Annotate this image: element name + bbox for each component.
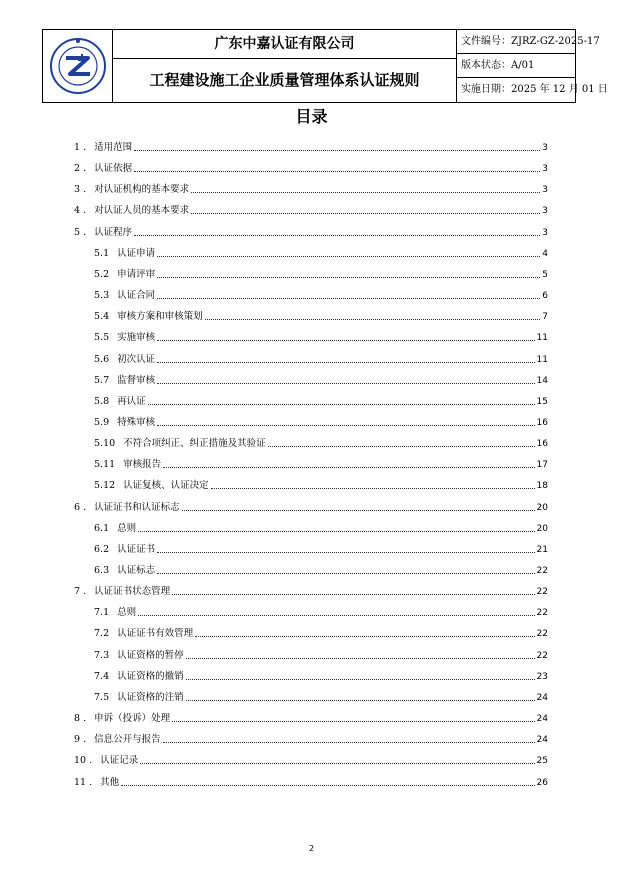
toc-entry-title: 对认证人员的基本要求 (94, 205, 190, 217)
toc-entry-number: 3 . (74, 184, 87, 196)
toc-entry-page: 22 (536, 650, 548, 661)
toc-entry-title: 认证复核、认证决定 (123, 480, 209, 492)
toc-entry-title: 其他 (100, 776, 120, 788)
toc-entry[interactable] (94, 267, 548, 281)
toc-entry-page: 3 (542, 143, 548, 153)
toc-entry[interactable] (94, 394, 548, 408)
toc-entry[interactable] (94, 542, 548, 556)
toc-entry[interactable] (74, 182, 548, 196)
toc-entry[interactable] (74, 775, 548, 789)
toc-entry-number: 5.10 (94, 438, 116, 450)
toc-dot-leader (195, 635, 534, 637)
toc-entry-page: 15 (536, 396, 548, 407)
toc-entry[interactable] (94, 648, 548, 662)
toc-entry-title: 信息公开与报告 (94, 734, 161, 746)
toc-dot-leader (157, 297, 540, 299)
toc-dot-leader (172, 720, 534, 722)
toc-entry-number: 5.5 (94, 332, 110, 344)
toc-dot-leader (157, 276, 540, 278)
toc-entry-title: 认证证书和认证标志 (94, 501, 180, 513)
toc-entry-number: 7.2 (94, 628, 110, 640)
toc-entry[interactable] (94, 457, 548, 471)
toc-entry[interactable] (74, 203, 548, 217)
toc-entry-title: 认证依据 (94, 163, 133, 175)
toc-entry-title: 申请评审 (117, 268, 156, 280)
toc-entry-page: 21 (536, 544, 548, 555)
toc-entry[interactable] (74, 140, 548, 154)
toc-entry[interactable] (74, 584, 548, 598)
toc-entry[interactable] (94, 626, 548, 640)
toc-entry-number: 6.1 (94, 522, 110, 534)
toc-entry-title: 认证资格的注销 (117, 691, 184, 703)
toc-entry-page: 3 (542, 185, 548, 196)
toc-entry-number: 5.11 (94, 459, 116, 471)
toc-entry-number: 7.4 (94, 670, 110, 682)
toc-entry-number: 7.3 (94, 649, 110, 661)
toc-entry-title: 审核方案和审核策划 (117, 311, 203, 323)
toc-entry-title: 认证申请 (117, 247, 156, 259)
toc-entry-number: 6 . (74, 501, 87, 513)
toc-entry-page: 7 (542, 312, 548, 323)
version-status: 版本状态：A/01 (457, 54, 575, 78)
toc-dot-leader (121, 784, 534, 786)
logo-cell (43, 30, 113, 102)
toc-dot-leader (211, 487, 535, 489)
toc-entry[interactable] (94, 352, 548, 366)
toc-entry-title: 适用范围 (94, 142, 133, 153)
toc-entry-title: 认证证书 (117, 543, 156, 555)
toc-entry-number: 2 . (74, 163, 87, 175)
toc-dot-leader (191, 212, 540, 214)
toc-entry-number: 5.12 (94, 480, 116, 492)
document-number: 文件编号：ZJRZ-GZ-2025-17 (457, 30, 575, 54)
toc-entry-page: 6 (542, 291, 548, 302)
effective-date: 实施日期：2025 年 12 月 01 日 (461, 84, 608, 95)
toc-entry-number: 4 . (74, 205, 87, 217)
company-seal-logo-icon (48, 36, 108, 96)
toc-entry-page: 16 (536, 439, 548, 450)
toc-dot-leader (157, 424, 534, 426)
toc-dot-leader (138, 614, 534, 616)
toc-entry-title: 总则 (117, 522, 137, 534)
toc-entry[interactable] (94, 288, 548, 302)
toc-dot-leader (186, 657, 535, 659)
toc-entry-page: 24 (536, 692, 548, 703)
toc-entry-page: 14 (536, 375, 548, 386)
toc-dot-leader (140, 762, 534, 764)
toc-entry-page: 24 (536, 735, 548, 746)
toc-entry-page: 20 (536, 502, 548, 513)
toc-entry-page: 17 (536, 460, 548, 471)
toc-dot-leader (186, 678, 535, 680)
toc-entry[interactable] (94, 373, 548, 387)
toc-entry-number: 9 . (74, 734, 87, 746)
toc-entry[interactable] (94, 669, 548, 683)
toc-entry[interactable] (74, 225, 548, 239)
toc-dot-leader (138, 530, 534, 532)
toc-entry-page: 25 (536, 756, 548, 767)
toc-entry-page: 20 (536, 523, 548, 534)
toc-entry-page: 3 (542, 227, 548, 238)
toc-entry-number: 5.4 (94, 311, 110, 323)
toc-entry-title: 认证证书状态管理 (94, 586, 171, 598)
toc-entry[interactable] (94, 478, 548, 492)
toc-entry-page: 4 (542, 248, 548, 259)
toc-dot-leader (134, 149, 540, 151)
toc-entry-number: 5.6 (94, 353, 110, 365)
toc-dot-leader (191, 191, 540, 193)
toc-entry-page: 22 (536, 629, 548, 640)
toc-title: 目录 (295, 107, 328, 126)
toc-entry-page: 3 (542, 206, 548, 217)
toc-entry-title: 实施审核 (117, 332, 156, 344)
toc-entry[interactable] (74, 500, 548, 514)
toc-entry-number: 11 . (74, 776, 93, 788)
toc-entry[interactable] (94, 436, 548, 450)
toc-dot-leader (134, 170, 540, 172)
toc-entry-number: 5.3 (94, 290, 110, 302)
toc-entry-number: 5.7 (94, 374, 110, 386)
toc-entry-page: 11 (536, 333, 548, 344)
toc-dot-leader (163, 466, 534, 468)
toc-entry-title: 认证程序 (94, 226, 133, 238)
toc-entry-title: 认证记录 (100, 755, 139, 767)
toc-entry-title: 监督审核 (117, 374, 156, 386)
toc-entry-title: 申诉（投诉）处理 (94, 713, 171, 725)
toc-dot-leader (163, 741, 535, 743)
document-meta (456, 30, 608, 102)
toc-dot-leader (172, 593, 534, 595)
toc-dot-leader (134, 234, 540, 236)
toc-entry-page: 26 (536, 777, 548, 788)
page-number: 2 (308, 844, 315, 853)
toc-entry-number: 5 . (74, 226, 87, 238)
toc-entry[interactable] (74, 161, 548, 175)
toc-entry-title: 认证资格的暂停 (117, 649, 184, 661)
toc-entry-title: 认证资格的撤销 (117, 670, 184, 682)
document-title: 工程建设施工企业质量管理体系认证规则 (149, 71, 420, 89)
company-name: 广东中嘉认证有限公司 (113, 30, 456, 59)
toc-dot-leader (157, 572, 534, 574)
toc-entry[interactable] (94, 415, 548, 429)
document-header (42, 29, 608, 103)
toc-entry[interactable] (94, 330, 548, 344)
toc-entry-page: 24 (536, 714, 548, 725)
toc-dot-leader (205, 318, 541, 320)
toc-entry-number: 5.9 (94, 416, 110, 428)
toc-dot-leader (182, 509, 535, 511)
toc-entry-title: 总则 (117, 607, 137, 619)
toc-entry-title: 再认证 (117, 395, 146, 407)
toc-entry-number: 6.3 (94, 565, 110, 576)
toc-entry-page: 16 (536, 417, 548, 428)
toc-entry-number: 7.1 (94, 607, 110, 619)
toc-entry[interactable] (94, 309, 548, 323)
toc-dot-leader (157, 382, 534, 384)
toc-entry-page: 22 (536, 566, 548, 576)
toc-entry-title: 认证标志 (117, 565, 156, 576)
toc-entry[interactable] (74, 753, 548, 767)
toc-entry-title: 审核报告 (123, 459, 162, 471)
toc-entry-page: 11 (536, 354, 548, 365)
toc-entry-page: 18 (536, 481, 548, 492)
toc-dot-leader (157, 255, 540, 257)
toc-entry[interactable] (94, 563, 548, 577)
toc-entry[interactable] (74, 732, 548, 746)
toc-dot-leader (157, 551, 534, 553)
toc-entry-number: 5.2 (94, 268, 110, 280)
toc-entry-number: 8 . (74, 713, 87, 725)
toc-entry-number: 10 . (74, 755, 93, 767)
toc-entry-title: 初次认证 (117, 353, 156, 365)
toc-entry[interactable] (74, 711, 548, 725)
toc-entry-page: 3 (542, 164, 548, 175)
toc-entry-number: 5.8 (94, 395, 110, 407)
toc-entry-number: 7.5 (94, 691, 110, 703)
toc-entry-page: 5 (542, 269, 548, 280)
toc-entry-number: 6.2 (94, 543, 110, 555)
toc-entry-number: 1 . (74, 142, 87, 153)
toc-dot-leader (148, 403, 535, 405)
toc-entry[interactable] (94, 690, 548, 704)
toc-entry[interactable] (94, 521, 548, 535)
toc-dot-leader (157, 361, 534, 363)
toc-entry-title: 认证证书有效管理 (117, 628, 194, 640)
toc-dot-leader (268, 445, 535, 447)
toc-dot-leader (186, 699, 535, 701)
toc-entry-number: 5.1 (94, 247, 110, 259)
toc-entry-page: 22 (536, 608, 548, 619)
toc-entry[interactable] (94, 605, 548, 619)
toc-entry-title: 认证合同 (117, 290, 156, 302)
toc-dot-leader (157, 339, 534, 341)
toc-entry-title: 不符合项纠正、纠正措施及其验证 (123, 438, 266, 450)
toc-entry[interactable] (94, 246, 548, 260)
toc-entry-page: 22 (536, 587, 548, 598)
toc-entry-number: 7 . (74, 586, 87, 598)
toc-entry-title: 对认证机构的基本要求 (94, 184, 190, 196)
toc-entry-title: 特殊审核 (117, 416, 156, 428)
toc-entry-page: 23 (536, 671, 548, 682)
